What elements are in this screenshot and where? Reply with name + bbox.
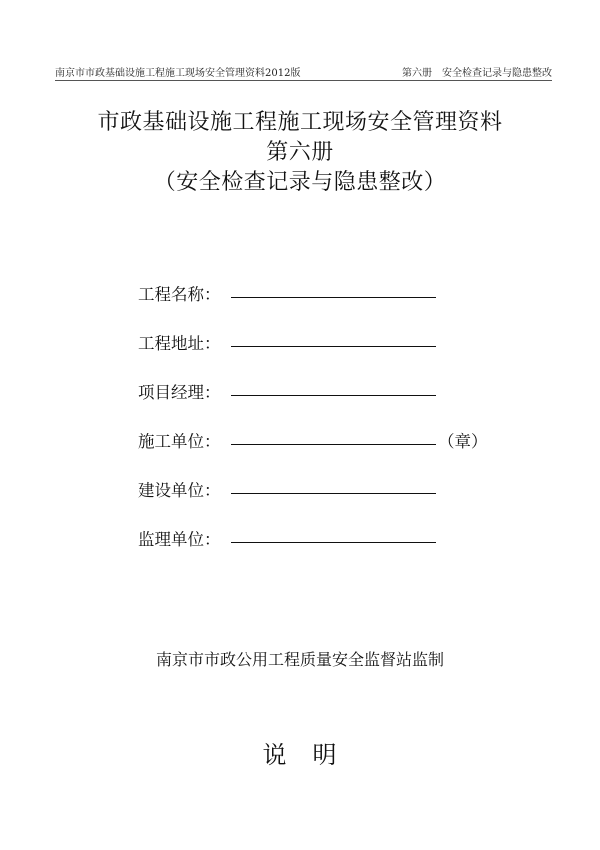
field-blank-line — [231, 395, 436, 396]
field-blank-line — [231, 346, 436, 347]
field-label: 项目经理： — [138, 383, 221, 402]
header-right-text: 第六册 安全检查记录与隐患整改 — [402, 68, 552, 79]
field-blank-line — [231, 493, 436, 494]
page-header — [55, 58, 552, 81]
field-blank-line — [231, 297, 436, 298]
field-blank-line — [231, 444, 436, 445]
section-title: 说 明 — [262, 741, 338, 769]
supervision-authority: 南京市市政公用工程质量安全监督站监制 — [155, 650, 444, 669]
title-subtitle: （安全检查记录与隐患整改） — [153, 170, 447, 195]
title-volume: 第六册 — [266, 140, 334, 165]
document-title — [0, 108, 600, 198]
field-blank-line — [231, 542, 436, 543]
field-label: 建设单位： — [138, 481, 221, 500]
field-label: 工程名称： — [138, 285, 221, 304]
field-label: 工程地址： — [138, 334, 221, 353]
seal-mark: （章） — [438, 432, 488, 451]
field-label: 监理单位： — [138, 530, 221, 549]
title-main: 市政基础设施工程施工现场安全管理资料 — [97, 110, 503, 135]
field-label: 施工单位： — [138, 432, 221, 451]
header-left-text: 南京市市政基础设施工程施工现场安全管理资料2012版 — [55, 68, 301, 79]
